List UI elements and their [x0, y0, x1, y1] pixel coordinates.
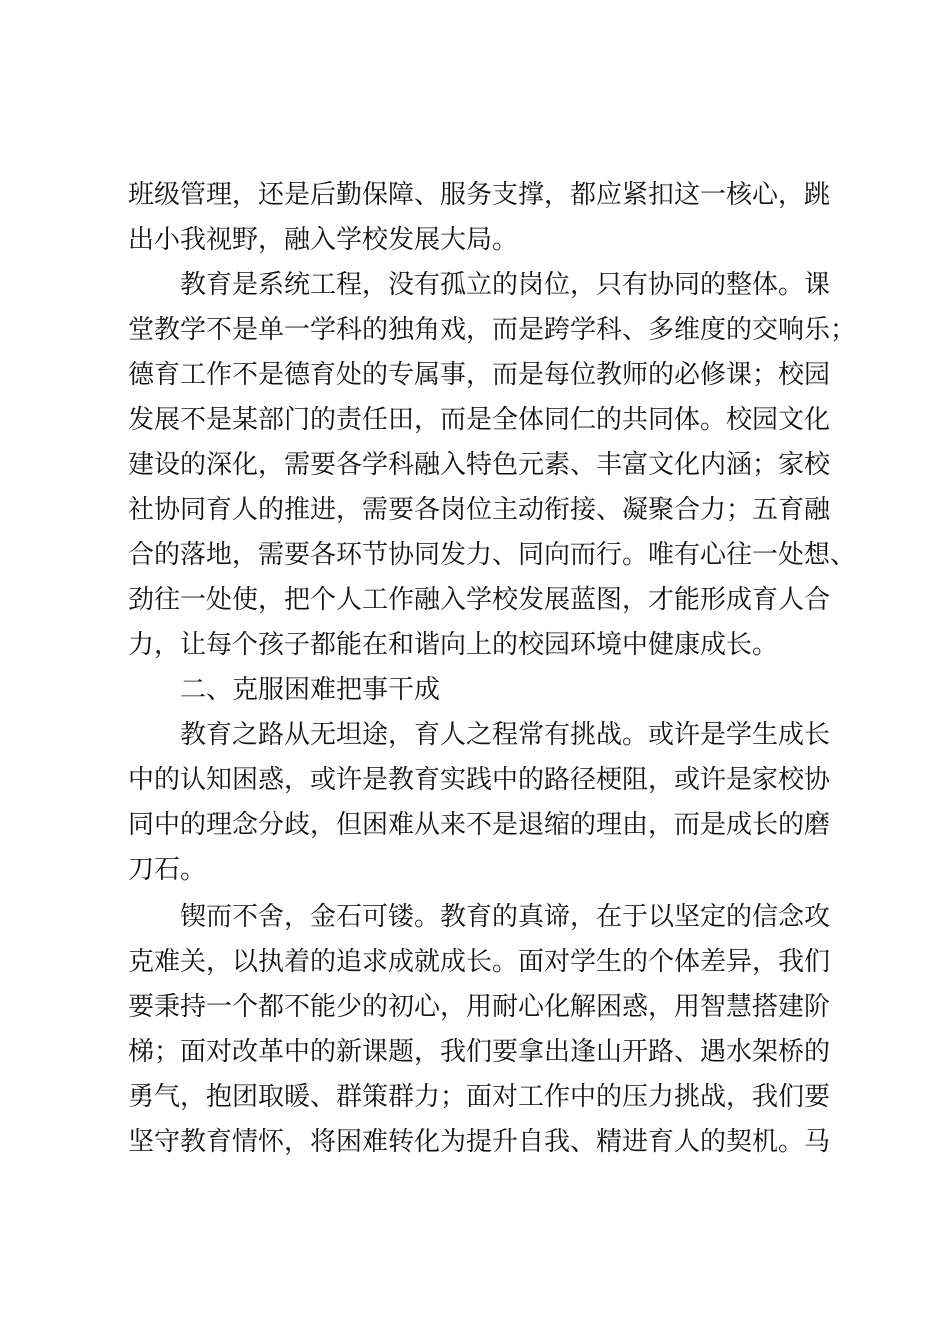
text-line: 同中的理念分歧，但困难从来不是退缩的理由，而是成长的磨	[128, 810, 831, 840]
text-line: 要秉持一个都不能少的初心，用耐心化解困惑，用智慧搭建阶	[128, 992, 831, 1022]
section-heading-text: 二、克服困难把事干成	[180, 675, 441, 705]
paragraph	[128, 895, 831, 1165]
text-line: 中的认知困惑，或许是教育实践中的路径梗阻，或许是家校协	[128, 765, 831, 795]
paragraph	[128, 173, 831, 263]
text-line: 出小我视野，融入学校发展大局。	[128, 225, 519, 255]
text-line: 堂教学不是单一学科的独角戏，而是跨学科、多维度的交响乐；	[128, 315, 857, 345]
text-line: 发展不是某部门的责任田，而是全体同仁的共同体。校园文化	[128, 405, 831, 435]
text-line: 教育是系统工程，没有孤立的岗位，只有协同的整体。课	[180, 270, 831, 300]
text-line: 锲而不舍，金石可镂。教育的真谛，在于以坚定的信念攻	[180, 902, 831, 932]
text-line: 刀石。	[128, 855, 207, 885]
text-line: 劲往一处使，把个人工作融入学校发展蓝图，才能形成育人合	[128, 585, 831, 615]
text-line: 社协同育人的推进，需要各岗位主动衔接、凝聚合力；五育融	[128, 495, 831, 525]
text-line: 梯；面对改革中的新课题，我们要拿出逢山开路、遇水架桥的	[128, 1037, 831, 1067]
text-line: 教育之路从无坦途，育人之程常有挑战。或许是学生成长	[180, 720, 831, 750]
text-line: 力，让每个孩子都能在和谐向上的校园环境中健康成长。	[128, 630, 779, 660]
body-text	[128, 173, 857, 1165]
paragraph	[128, 713, 831, 893]
text-line: 合的落地，需要各环节协同发力、同向而行。唯有心往一处想、	[128, 540, 857, 570]
text-line: 勇气，抱团取暖、群策群力；面对工作中的压力挑战，我们要	[128, 1082, 831, 1112]
paragraph	[128, 263, 857, 668]
text-line: 班级管理，还是后勤保障、服务支撑，都应紧扣这一核心，跳	[128, 180, 831, 210]
text-line: 建设的深化，需要各学科融入特色元素、丰富文化内涵；家校	[128, 450, 831, 480]
text-line: 德育工作不是德育处的专属事，而是每位教师的必修课；校园	[128, 360, 831, 390]
text-line: 克难关，以执着的追求成就成长。面对学生的个体差异，我们	[128, 947, 831, 977]
section-heading	[128, 668, 828, 713]
text-line: 坚守教育情怀，将困难转化为提升自我、精进育人的契机。马	[128, 1127, 831, 1157]
